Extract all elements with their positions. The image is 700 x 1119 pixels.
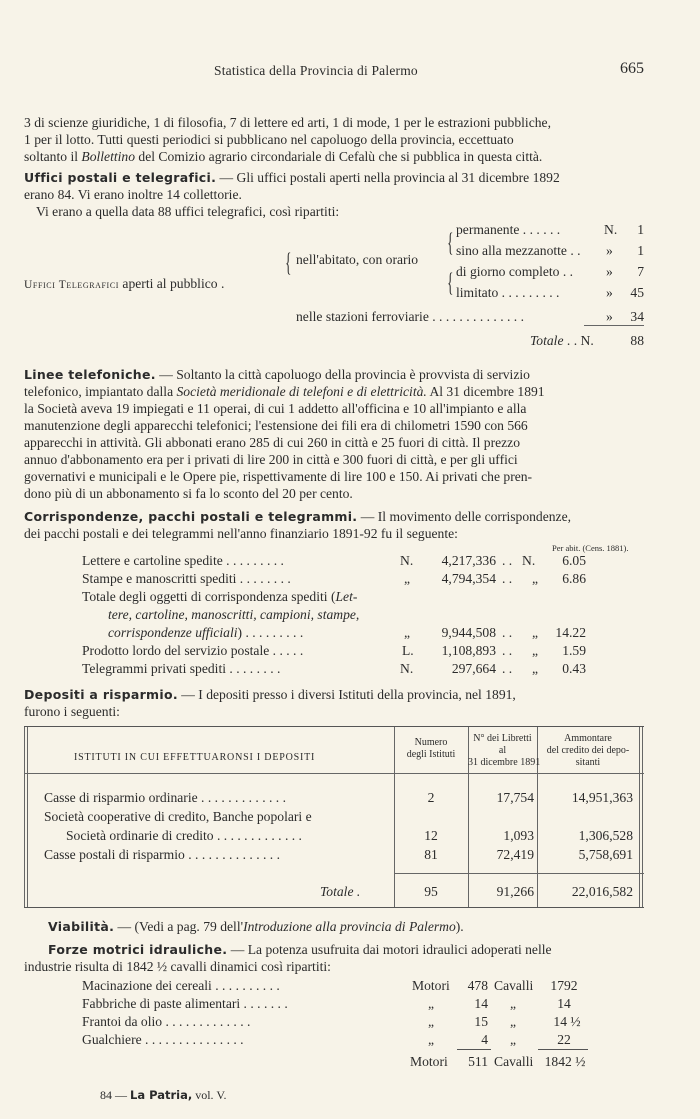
table-cell-ammontare: 5,758,691: [578, 847, 633, 862]
col-header-text: del credito dei depo-: [546, 745, 630, 756]
totale-oggetti-text: Totale degli oggetti di corrispondenza spediti (: [82, 589, 336, 604]
corrisp-row-per: 6.05: [562, 553, 586, 568]
table-cell-libretti: 72,419: [496, 847, 534, 862]
total-label: Totale: [530, 333, 564, 348]
linee-line: la Società aveva 19 impiegati e 11 operai, di cui 1 addetto all'officina e 10 all'impianto e alla: [24, 401, 527, 416]
uffici-line: erano 84. Vi erano inoltre 14 collettorie.: [24, 187, 242, 202]
totale-oggetti-l3: [108, 624, 303, 641]
linee-line: governativi e municipali e le Opere pie, rispettivamente di lire 100 e 150. Ai privati che pren-: [24, 469, 533, 484]
viabilita-paragraph: [24, 918, 644, 935]
brace-icon: {: [285, 248, 292, 277]
corrisp-paragraph: [24, 508, 644, 542]
page-footer: [100, 1087, 226, 1104]
corrisp-line: — Il movimento delle corrispondenze,: [357, 509, 572, 524]
forze-row-label: Fabbriche di paste alimentari . . . . . . .: [82, 996, 288, 1011]
nell-abitato-label: nell'abitato, con orario: [296, 252, 419, 267]
table-row-label: Casse di risparmio ordinarie . . . . . . . . . . . . .: [44, 790, 287, 805]
forze-row-motori-value: 478: [467, 978, 488, 993]
corrisp-row-label: Stampe e manoscritti spediti . . . . . . . .: [82, 571, 291, 586]
table-rule: [24, 773, 644, 774]
page-body: [24, 114, 644, 1071]
header-title: Statistica della Provincia di Palermo: [214, 63, 418, 78]
intro-line: 1 per il lotto. Tutti questi periodici si pubblicano nel capoluogo della provincia, eccettuato: [24, 132, 514, 147]
corrisp-row-unit: L.: [402, 643, 414, 658]
total-row: [530, 332, 594, 349]
forze-line: — La potenza usufruita dai motori idraulici adoperati nelle: [227, 942, 552, 957]
col-header-text: al: [498, 745, 507, 756]
section-heading-depositi: Depositi a risparmio.: [24, 687, 178, 702]
table-total-ammontare: 22,016,582: [571, 884, 633, 899]
corrisp-row-unit: N.: [400, 661, 414, 676]
corrisp-row-per-unit: N.: [522, 553, 536, 568]
telegraph-row-unit: »: [606, 243, 613, 258]
forze-total-motori-value: 511: [468, 1054, 488, 1069]
corrisp-row-value: 297,664: [451, 661, 496, 676]
running-header: [24, 62, 644, 82]
corrisp-row-per-unit: „: [532, 625, 539, 640]
table-total-label: Totale .: [320, 884, 361, 899]
forze-total-cavalli: Cavalli: [494, 1054, 534, 1069]
forze-row-label: Frantoi da olio . . . . . . . . . . . . .: [82, 1014, 251, 1029]
totale-oggetti-l1: [82, 588, 357, 605]
forze-row-motori: „: [428, 1032, 435, 1047]
intro-line: del Comizio agrario circondariale di Cefalù che si pubblica in questa città.: [135, 149, 543, 164]
telegraph-row-value: 1: [637, 243, 644, 258]
table-cell-ammontare: 14,951,363: [571, 790, 633, 805]
total-dots: . . N.: [566, 333, 594, 348]
forze-line: industrie risulta di 1842 ½ cavalli dinamici così ripartiti:: [24, 959, 331, 974]
forze-total-cavalli-value: 1842 ½: [544, 1054, 586, 1069]
section-heading-uffici: Uffici postali e telegrafici.: [24, 170, 217, 185]
table-total-libretti: 91,266: [496, 884, 534, 899]
depositi-line: furono i seguenti:: [24, 704, 120, 719]
societa-name: Società meridionale di telefoni e di elettricità.: [176, 384, 427, 399]
totale-oggetti-italic: corrispondenze ufficiali: [108, 625, 238, 640]
col-header-istituti: ISTITUTI IN CUI EFFETTUARONSI I DEPOSITI: [74, 752, 316, 763]
viabilita-text: — (Vedi a pag. 79 dell': [114, 919, 244, 934]
uffici-line: — Gli uffici postali aperti nella provincia al 31 dicembre 1892: [216, 170, 560, 185]
table-row-label: Società cooperative di credito, Banche popolari e: [44, 809, 312, 824]
linee-line: manutenzione degli apparecchi telefonici; l'estensione dei fili era di chilometri 1590 con 566: [24, 418, 528, 433]
forze-total-motori: Motori: [410, 1054, 448, 1069]
intro-line: 3 di scienze giuridiche, 1 di filosofia, 7 di lettere ed arti, 1 di mode, 1 per le estrazioni pubbliche,: [24, 115, 551, 130]
forze-row-motori-value: 14: [474, 996, 488, 1011]
col-header-ammontare: [537, 733, 639, 769]
linee-line: Al 31 dicembre 1891: [426, 384, 545, 399]
stazioni-unit: »: [606, 309, 613, 324]
linee-line: annuo d'abbonamento era per i privati di lire 200 in città e 300 fuori di città, e per gli uffici: [24, 452, 518, 467]
forze-row-motori: „: [428, 996, 435, 1011]
total-rule: [584, 325, 644, 326]
table-cell-numero: 2: [427, 790, 435, 805]
telegraph-breakdown: [24, 220, 644, 328]
forze-row-label: Gualchiere . . . . . . . . . . . . . . .: [82, 1032, 244, 1047]
corrisp-sep: . .: [502, 553, 513, 568]
table-rule: [27, 727, 28, 907]
table-cell-numero: 81: [424, 847, 438, 862]
col-header-text: sitanti: [575, 757, 601, 768]
depositi-line: — I depositi presso i diversi Istituti della provincia, nel 1891,: [177, 687, 516, 702]
viabilita-text: ).: [455, 919, 464, 934]
section-heading-linee: Linee telefoniche.: [24, 367, 156, 382]
corrisp-row-per: 0.43: [562, 661, 586, 676]
telegraph-row-unit: »: [606, 285, 613, 300]
table-row-label: Società ordinarie di credito . . . . . . . . . . . . .: [66, 828, 302, 843]
corrisp-row-value: 4,794,354: [441, 571, 496, 586]
totale-oggetti-italic: Let-: [335, 589, 358, 604]
depositi-table: [24, 726, 644, 908]
corrisp-row-label: Telegrammi privati spediti . . . . . . . .: [82, 661, 281, 676]
telegraph-label-sc: Uffici Telegrafici: [24, 279, 120, 291]
forze-row-cavalli: „: [510, 996, 517, 1011]
section-heading-corrisp: Corrispondenze, pacchi postali e telegrammi.: [24, 509, 358, 524]
corrisp-row-per: 6.86: [562, 571, 586, 586]
forze-row-cavalli-value: 14 ½: [553, 1014, 581, 1029]
corrisp-row-per-unit: „: [532, 661, 539, 676]
telegraph-row-label: permanente . . . . . .: [456, 222, 561, 237]
corrisp-row-value: 9,944,508: [441, 625, 496, 640]
table-rule: [639, 727, 640, 907]
telegraph-row-value: 7: [637, 264, 644, 279]
footer-publication: La Patria,: [130, 1088, 193, 1102]
forze-row-cavalli-value: 22: [557, 1032, 571, 1047]
page-number: 665: [620, 60, 644, 77]
viabilita-ref: Introduzione alla provincia di Palermo: [243, 919, 456, 934]
uffici-line: Vi erano a quella data 88 uffici telegrafici, così ripartiti:: [36, 204, 340, 219]
table-cell-libretti: 1,093: [503, 828, 534, 843]
corrisp-sep: . .: [502, 625, 513, 640]
linee-paragraph: [24, 366, 644, 502]
intro-paragraph: [24, 114, 644, 165]
totale-oggetti-italic: tere, cartoline, manoscritti, campioni, stampe,: [108, 607, 360, 622]
col-header-text: 31 dicembre 1891: [468, 757, 541, 768]
corrisp-row-unit: N.: [400, 553, 414, 568]
linee-line: apparecchi in attività. Gli abbonati erano 285 di cui 260 in città e 25 fuori di città. Il prezzo: [24, 435, 520, 450]
stazioni-label: nelle stazioni ferroviarie . . . . . . . . . . . . . .: [296, 309, 525, 324]
corrisp-row-per: 1.59: [562, 643, 586, 658]
telegraph-total: [24, 328, 644, 350]
table-rule: [642, 727, 643, 907]
per-abit-header: Per abit. (Cens. 1881).: [552, 543, 629, 553]
brace-icon: {: [447, 268, 454, 297]
depositi-paragraph: [24, 686, 644, 720]
telegraph-label-rest: aperti al pubblico .: [119, 276, 225, 291]
corrisp-row-value: 4,217,336: [441, 553, 496, 568]
col-header-libretti: [468, 733, 541, 769]
telegraph-row-label: di giorno completo . .: [456, 264, 574, 279]
forze-row-cavalli-value: 14: [557, 996, 571, 1011]
table-cell-ammontare: 1,306,528: [578, 828, 633, 843]
forze-row-motori: Motori: [412, 978, 450, 993]
corrisp-row-value: 1,108,893: [441, 643, 496, 658]
forze-total-rule: [457, 1049, 491, 1050]
forze-row-label: Macinazione dei cereali . . . . . . . . . .: [82, 978, 280, 993]
bollettino-title: Bollettino: [81, 149, 136, 164]
forze-total-rule: [538, 1049, 588, 1050]
col-header-text: degli Istituti: [406, 749, 456, 760]
telegraph-row-label: sino alla mezzanotte . .: [456, 243, 581, 258]
forze-row-cavalli: „: [510, 1032, 517, 1047]
table-cell-numero: 12: [424, 828, 438, 843]
corrisp-sep: . .: [502, 643, 513, 658]
uffici-paragraph: [24, 169, 644, 220]
corrisp-line: dei pacchi postali e dei telegrammi nell'anno finanziario 1891-92 fu il seguente:: [24, 526, 458, 541]
col-header-text: N° dei Libretti: [473, 733, 532, 744]
telegraph-row-unit: N.: [604, 222, 618, 237]
totale-oggetti-text: ) . . . . . . . . .: [237, 625, 304, 640]
forze-row-motori-value: 15: [474, 1014, 488, 1029]
corrisp-row-label: Prodotto lordo del servizio postale . . . . .: [82, 643, 304, 658]
col-header-numero: [394, 737, 468, 761]
forze-row-cavalli-value: 1792: [550, 978, 578, 993]
corrisp-row-per: 14.22: [555, 625, 586, 640]
table-cell-libretti: 17,754: [496, 790, 534, 805]
footer-signature: 84 —: [100, 1088, 130, 1102]
footer-volume: vol. V.: [192, 1088, 227, 1102]
total-value: 88: [630, 333, 644, 348]
telegraph-row-value: 1: [637, 222, 644, 237]
totale-oggetti-l2: [108, 606, 359, 623]
brace-icon: {: [447, 228, 454, 257]
col-header-text: Ammontare: [564, 733, 612, 744]
table-row-label: Casse postali di risparmio . . . . . . . . . . . . . .: [44, 847, 280, 862]
corrisp-row-per-unit: „: [532, 643, 539, 658]
corrisp-sep: . .: [502, 571, 513, 586]
section-heading-forze: Forze motrici idrauliche.: [48, 942, 228, 957]
forze-row-cavalli: Cavalli: [494, 978, 534, 993]
table-total-numero: 95: [424, 884, 438, 899]
telegraph-row-label: limitato . . . . . . . . .: [456, 285, 560, 300]
section-heading-viabilita: Viabilità.: [48, 919, 115, 934]
linee-line: — Soltanto la città capoluogo della provincia è provvista di servizio: [155, 367, 530, 382]
corrisp-row-per-unit: „: [532, 571, 539, 586]
linee-line: telefonico, impiantato dalla: [24, 384, 177, 399]
table-rule: [24, 727, 25, 907]
forze-row-cavalli: „: [510, 1014, 517, 1029]
stazioni-value: 34: [630, 309, 644, 324]
forze-list: [24, 975, 644, 1071]
corrisp-row-label: Lettere e cartoline spedite . . . . . . . . .: [82, 553, 284, 568]
forze-paragraph: [24, 941, 644, 975]
corrisp-row-unit: „: [404, 625, 411, 640]
linee-line: dono più di un abbonamento si fa lo sconto del 20 per cento.: [24, 486, 353, 501]
col-header-text: Numero: [414, 737, 448, 748]
telegraph-label: [24, 275, 224, 294]
intro-line: soltanto il: [24, 149, 82, 164]
forze-row-motori-value: 4: [481, 1032, 488, 1047]
forze-row-motori: „: [428, 1014, 435, 1029]
corrisp-row-unit: „: [404, 571, 411, 586]
correspondence-list: [24, 542, 644, 684]
corrisp-sep: . .: [502, 661, 513, 676]
telegraph-row-value: 45: [630, 285, 644, 300]
table-rule: [394, 873, 644, 874]
telegraph-row-unit: »: [606, 264, 613, 279]
